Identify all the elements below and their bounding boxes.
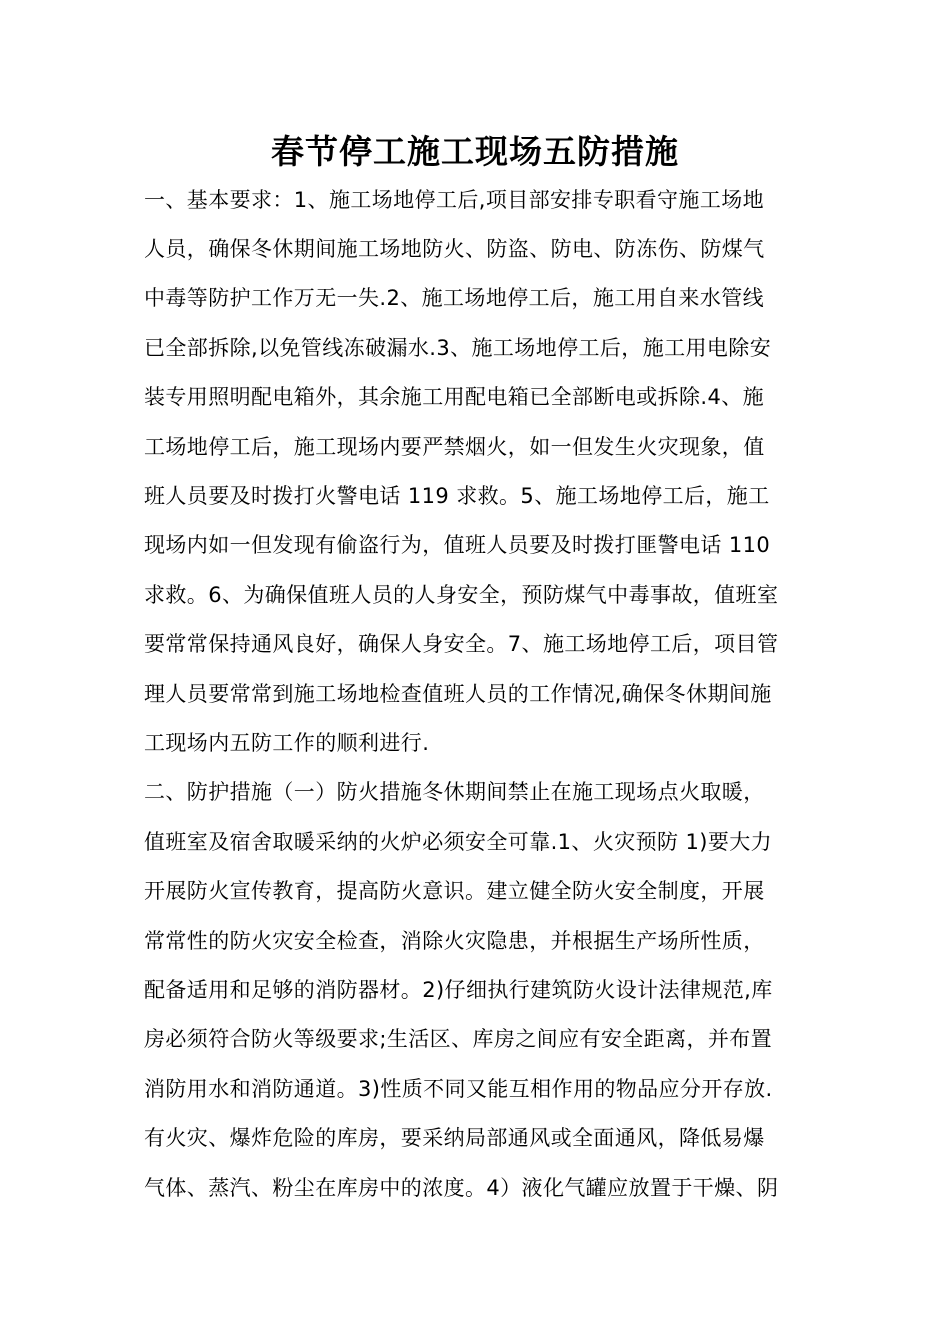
document-title: 春节停工施工现场五防措施 xyxy=(271,132,679,171)
text-line: 气体、蒸汽、粉尘在库房中的浓度。4）液化气罐应放置于干燥、阴 xyxy=(144,1176,779,1200)
text-line: 理人员要常常到施工场地检查值班人员的工作情况,确保冬休期间施 xyxy=(144,682,772,706)
text-line: 常常性的防火灾安全检查，消除火灾隐患，并根据生产场所性质， xyxy=(144,929,765,953)
text-line: 工现场内五防工作的顺利进行. xyxy=(144,731,430,755)
text-line: 开展防火宣传教育，提高防火意识。建立健全防火安全制度，开展 xyxy=(144,879,765,903)
text-line: 班人员要及时拨打火警电话 119 求救。5、施工场地停工后，施工 xyxy=(144,484,770,508)
text-line: 现场内如一但发现有偷盗行为，值班人员要及时拨打匪警电话 110 xyxy=(144,533,771,557)
text-line: 要常常保持通风良好，确保人身安全。7、施工场地停工后，项目管 xyxy=(144,632,779,656)
text-line: 有火灾、爆炸危险的库房，要采纳局部通风或全面通风，降低易爆 xyxy=(144,1126,765,1150)
text-line: 装专用照明配电箱外，其余施工用配电箱已全部断电或拆除.4、施 xyxy=(144,385,765,409)
text-line: 工场地停工后，施工现场内要严禁烟火，如一但发生火灾现象，值 xyxy=(144,435,765,459)
text-line: 人员，确保冬休期间施工场地防火、防盗、防电、防冻伤、防煤气 xyxy=(144,237,765,261)
text-line: 一、基本要求：1、施工场地停工后,项目部安排专职看守施工场地 xyxy=(144,188,765,212)
text-line: 求救。6、为确保值班人员的人身安全，预防煤气中毒事故，值班室 xyxy=(144,583,779,607)
text-line: 消防用水和消防通道。3)性质不同又能互相作用的物品应分开存放. xyxy=(144,1077,773,1101)
text-line: 房必须符合防火等级要求;生活区、库房之间应有安全距离，并布置 xyxy=(144,1027,773,1051)
text-line: 值班室及宿舍取暖采纳的火炉必须安全可靠.1、火灾预防 1)要大力 xyxy=(144,830,773,854)
text-line: 已全部拆除,以免管线冻破漏水.3、施工场地停工后，施工用电除安 xyxy=(144,336,772,360)
text-line: 中毒等防护工作万无一失.2、施工场地停工后，施工用自来水管线 xyxy=(144,286,765,310)
text-line: 二、防护措施（一）防火措施冬休期间禁止在施工现场点火取暖， xyxy=(144,780,765,804)
text-line: 配备适用和足够的消防器材。2)仔细执行建筑防火设计法律规范,库 xyxy=(144,978,773,1002)
